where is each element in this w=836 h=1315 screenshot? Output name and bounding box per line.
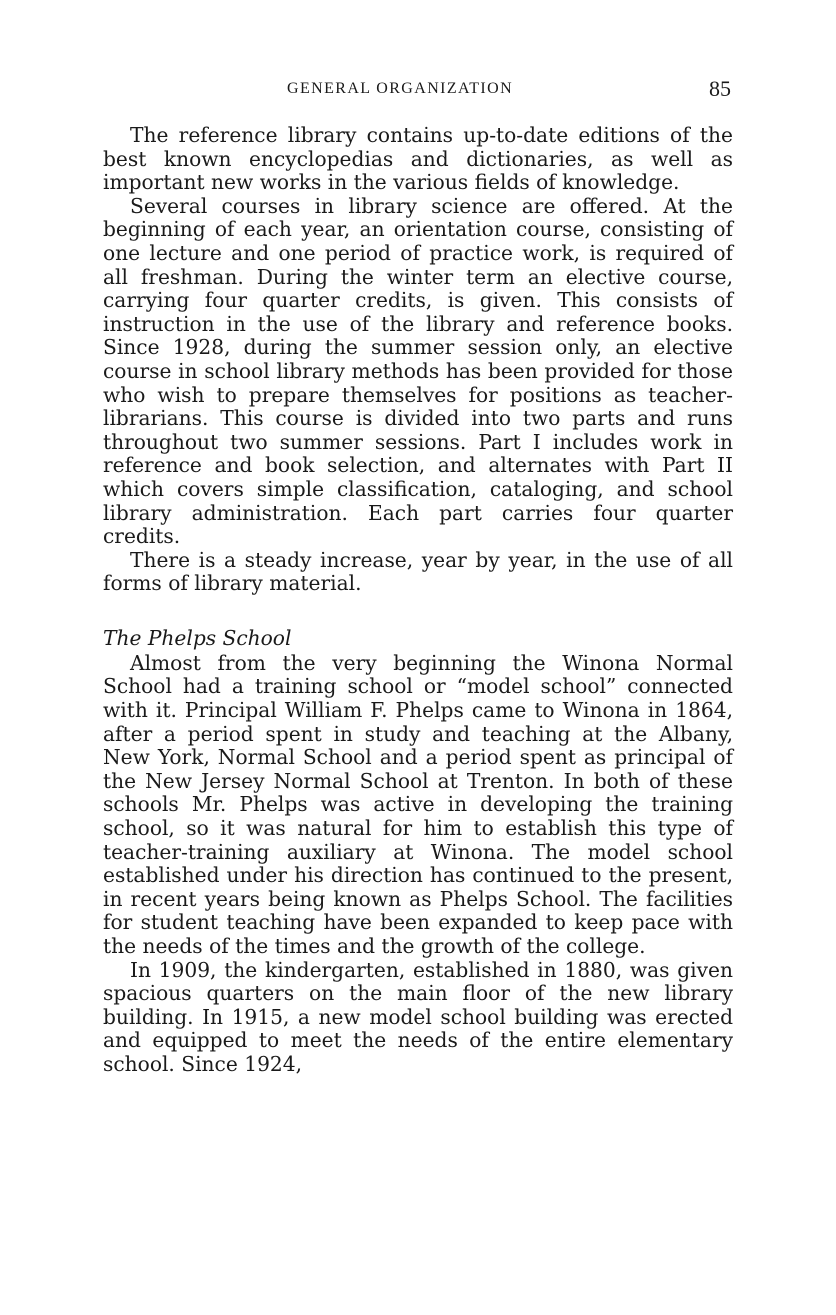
running-header bbox=[103, 76, 735, 104]
paragraph-kindergarten: In 1909, the kindergarten, established in 1880, was given spacious quarters on the main floor of the new library building. In 1915, a new model school building was erected and equipped to meet the needs of the entire elementary school. Since 1924, bbox=[103, 957, 733, 1076]
running-title: GENERAL ORGANIZATION bbox=[287, 80, 514, 97]
paragraph-phelps-history: Almost from the very beginning the Winona Normal School had a training school or “model school” connected with it. Principal William F. Phelps came to Winona in 1864, after a period spent in study and teaching at the Albany, New York, Normal School and a period spent as principal of the New Jersey Normal School at Trenton. In both of these schools Mr. Phelps was active in developing the training school, so it was natural for him to establish this type of teacher-training auxiliary at Winona. The model school established under his direction has continued to the present, in recent years being known as Phelps School. The facilities for student teaching have been expanded to keep pace with the needs of the times and the growth of the college. bbox=[103, 650, 733, 958]
section-heading: The Phelps School bbox=[103, 625, 292, 650]
paragraph-reference-library: The reference library contains up-to-date editions of the best known encyclopedias and dictionaries, as well as important new works in the various fields of knowledge. bbox=[103, 123, 733, 195]
page-number: 85 bbox=[709, 76, 731, 101]
body-text bbox=[103, 124, 733, 1077]
paragraph-library-use-increase: There is a steady increase, year by year, in the use of all forms of library material. bbox=[103, 547, 733, 596]
paragraph-library-science-courses: Several courses in library science are offered. At the beginning of each year, an orientation course, consisting of one lecture and one period of practice work, is required of all freshman. During the winter term an elective course, carrying four quarter credits, is given. This consists of instruction in the use of the library and reference books. Since 1928, during the summer session only, an elective course in school library methods has been provided for those who wish to prepare themselves for positions as teacher-librarians. This course is divided into two parts and runs throughout two summer sessions. Part I includes work in reference and book selection, and alternates with Part II which covers simple classification, cataloging, and school library administration. Each part carries four quarter credits. bbox=[103, 193, 733, 549]
